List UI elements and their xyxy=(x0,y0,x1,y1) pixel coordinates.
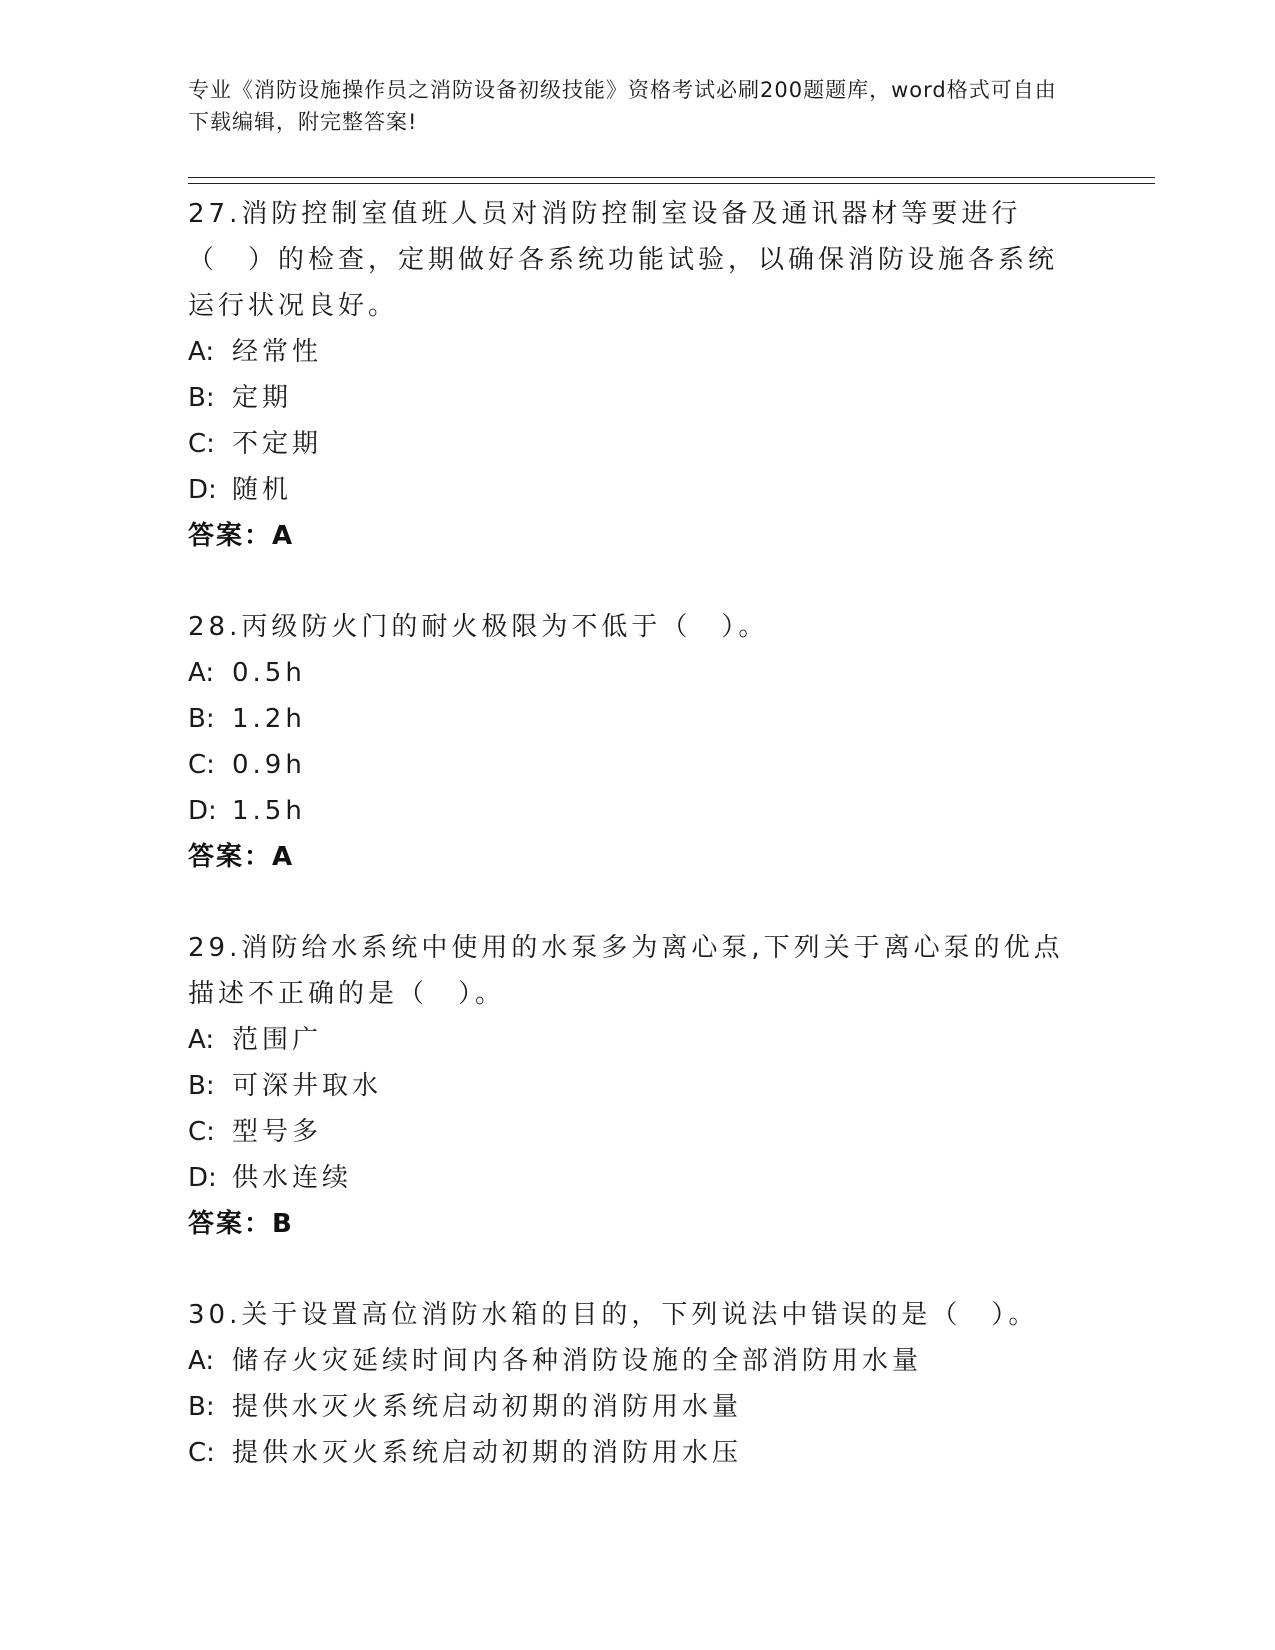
option-key: B: xyxy=(188,1071,215,1101)
option-text: 可深井取水 xyxy=(232,1071,383,1101)
option-key: D: xyxy=(188,1163,217,1193)
option-text: 定期 xyxy=(232,383,293,413)
option-key: D: xyxy=(188,796,217,826)
header-rule-top xyxy=(188,177,1155,178)
option-text: 范围广 xyxy=(232,1025,323,1055)
option-text: 随机 xyxy=(232,475,293,505)
option-key: C: xyxy=(188,750,215,780)
question-spacer xyxy=(188,559,1068,604)
answer-label: 答案：B xyxy=(188,1209,294,1239)
option-key: A: xyxy=(188,1025,215,1055)
option-a xyxy=(188,1338,1068,1384)
option-c xyxy=(188,421,1068,467)
question-spacer xyxy=(188,880,1068,925)
question-stem: 30.关于设置高位消防水箱的目的，下列说法中错误的是（ ）。 xyxy=(188,1300,1039,1330)
question-stem: 28.丙级防火门的耐火极限为不低于（ ）。 xyxy=(188,612,769,642)
question-27 xyxy=(188,191,1068,559)
option-a xyxy=(188,1017,1068,1063)
option-key: A: xyxy=(188,1346,215,1376)
option-text: 提供水灭火系统启动初期的消防用水压 xyxy=(232,1438,743,1468)
option-key: A: xyxy=(188,658,215,688)
question-spacer xyxy=(188,1247,1068,1292)
option-c xyxy=(188,742,1068,788)
answer-label: 答案：A xyxy=(188,521,295,551)
option-key: B: xyxy=(188,383,215,413)
option-text: 1.2h xyxy=(232,704,306,734)
option-text: 供水连续 xyxy=(232,1163,353,1193)
option-text: 0.5h xyxy=(232,658,306,688)
option-a xyxy=(188,650,1068,696)
document-header: 专业《消防设施操作员之消防设备初级技能》资格考试必刷200题题库，word格式可自由下载编辑，附完整答案! xyxy=(188,78,1057,134)
option-key: C: xyxy=(188,1117,215,1147)
option-key: A: xyxy=(188,337,215,367)
question-30 xyxy=(188,1292,1068,1476)
option-text: 经常性 xyxy=(232,337,323,367)
option-a xyxy=(188,329,1068,375)
option-key: B: xyxy=(188,1392,215,1422)
question-stem: 29.消防给水系统中使用的水泵多为离心泵,下列关于离心泵的优点描述不正确的是（ ）。 xyxy=(188,933,1064,1009)
option-key: C: xyxy=(188,1438,215,1468)
question-28 xyxy=(188,604,1068,880)
question-stem: 27.消防控制室值班人员对消防控制室设备及通讯器材等要进行（ ）的检查，定期做好各系统功能试验，以确保消防设施各系统运行状况良好。 xyxy=(188,199,1059,321)
option-c xyxy=(188,1430,1068,1476)
answer-label: 答案：A xyxy=(188,842,295,872)
option-text: 不定期 xyxy=(232,429,323,459)
question-29 xyxy=(188,925,1068,1247)
option-d xyxy=(188,1155,1068,1201)
option-key: B: xyxy=(188,704,215,734)
option-b xyxy=(188,696,1068,742)
option-b xyxy=(188,375,1068,421)
option-text: 0.9h xyxy=(232,750,306,780)
option-text: 1.5h xyxy=(232,796,306,826)
option-text: 储存火灾延续时间内各种消防设施的全部消防用水量 xyxy=(232,1346,923,1376)
option-key: C: xyxy=(188,429,215,459)
question-list xyxy=(188,191,1068,1476)
option-b xyxy=(188,1384,1068,1430)
option-key: D: xyxy=(188,475,217,505)
option-b xyxy=(188,1063,1068,1109)
option-text: 型号多 xyxy=(232,1117,323,1147)
option-d xyxy=(188,788,1068,834)
option-c xyxy=(188,1109,1068,1155)
option-text: 提供水灭火系统启动初期的消防用水量 xyxy=(232,1392,743,1422)
header-rule-bottom xyxy=(188,183,1155,184)
option-d xyxy=(188,467,1068,513)
